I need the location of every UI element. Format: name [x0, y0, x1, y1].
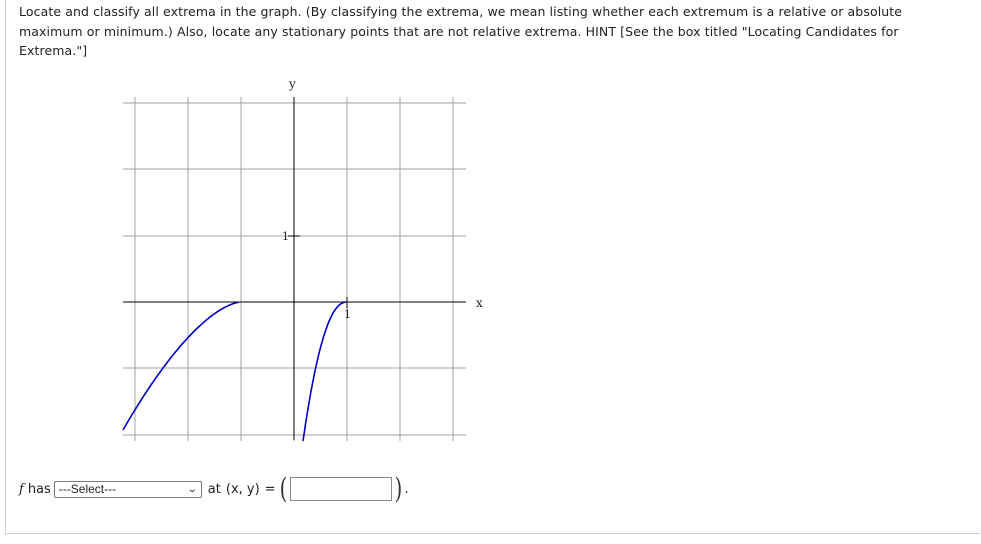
- x-tick-label: 1: [344, 308, 351, 321]
- period: .: [404, 481, 409, 497]
- chevron-down-icon: ⌄: [187, 483, 199, 495]
- curve-left-branch: [123, 302, 239, 430]
- xy-label: (x, y): [225, 481, 260, 497]
- equals-sign: =: [264, 481, 276, 497]
- y-axis-label: y: [289, 77, 296, 91]
- at-label: at: [207, 481, 221, 497]
- close-paren: ): [394, 472, 402, 505]
- y-tick-label: 1: [282, 230, 289, 243]
- x-axis-label: x: [476, 296, 483, 310]
- has-label: has: [27, 481, 51, 497]
- question-text: Locate and classify all extrema in the graph. (By classifying the extrema, we mean listing whether each extremum is a relative or absolute maximum or minimum.) Also, locate any stationary points that are not relative extrema. HINT [See the box titled "Locating Candidates for Extrema."]: [19, 4, 903, 58]
- answer-row: [19, 472, 409, 505]
- open-paren: (: [279, 472, 287, 505]
- select-value: ---Select---: [58, 482, 117, 496]
- curve-right-branch: [303, 302, 346, 441]
- axes: [123, 97, 466, 440]
- coordinate-input[interactable]: [290, 477, 392, 501]
- function-name: f: [19, 481, 24, 497]
- extremum-type-select[interactable]: [54, 481, 202, 498]
